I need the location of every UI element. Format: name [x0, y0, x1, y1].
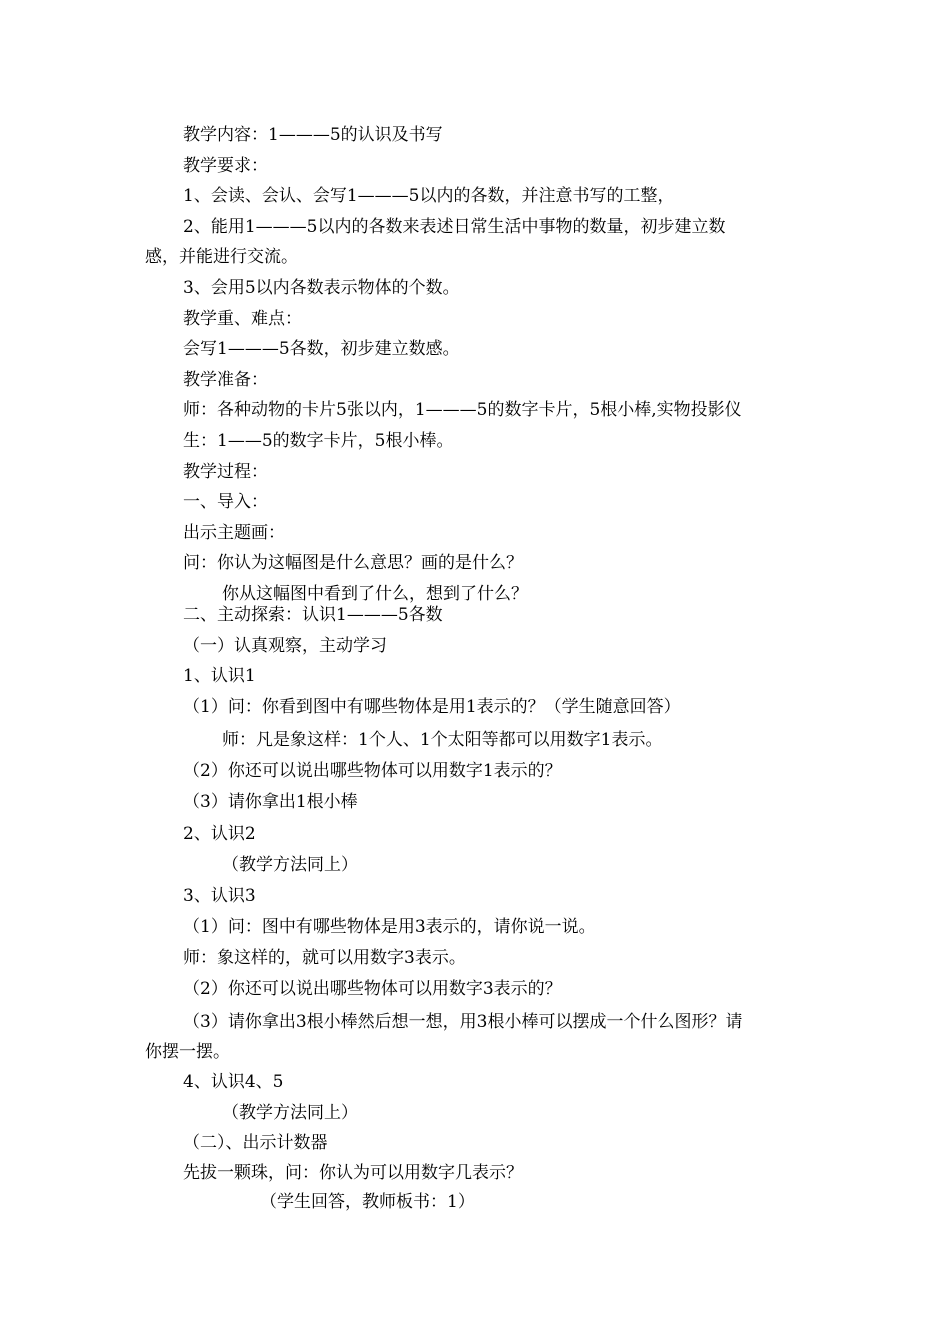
text-line: 问：你认为这幅图是什么意思？画的是什么？ — [183, 553, 523, 573]
text-line: 你从这幅图中看到了什么，想到了什么？ — [222, 584, 528, 604]
text-line: （3）请你拿出1根小棒 — [183, 792, 358, 812]
text-line: （学生回答，教师板书：1） — [260, 1192, 475, 1212]
text-line: 一、导入： — [183, 492, 268, 512]
text-line: （教学方法同上） — [222, 855, 358, 875]
text-line: 教学重、难点： — [183, 309, 302, 329]
text-line: 2、认识2 — [183, 824, 256, 844]
text-line: 教学要求： — [183, 156, 268, 176]
text-line: 你摆一摆。 — [145, 1042, 230, 1062]
text-line: 4、认识4、5 — [183, 1072, 284, 1092]
text-line: （2）你还可以说出哪些物体可以用数字1表示的？ — [183, 761, 562, 781]
text-line: 师：凡是象这样：1个人、1个太阳等都可以用数字1表示。 — [222, 730, 663, 750]
text-line: （二）、出示计数器 — [183, 1133, 328, 1153]
text-line: 感，并能进行交流。 — [145, 247, 298, 267]
text-line: 师：象这样的，就可以用数字3表示。 — [183, 948, 466, 968]
text-line: 会写1———5各数，初步建立数感。 — [183, 339, 460, 359]
text-line: 教学过程： — [183, 462, 268, 482]
text-line: 师：各种动物的卡片5张以内，1———5的数字卡片，5根小棒,实物投影仪 — [183, 400, 742, 420]
text-line: 2、能用1———5以内的各数来表述日常生活中事物的数量，初步建立数 — [183, 217, 726, 237]
text-line: 二、主动探索：认识1———5各数 — [183, 605, 443, 625]
text-line: （2）你还可以说出哪些物体可以用数字3表示的？ — [183, 979, 562, 999]
text-line: 教学内容：1———5的认识及书写 — [183, 125, 443, 145]
text-line: 出示主题画： — [183, 523, 285, 543]
text-line: 生：1——5的数字卡片，5根小棒。 — [183, 431, 454, 451]
text-line: （1）问：你看到图中有哪些物体是用1表示的？（学生随意回答） — [183, 697, 681, 717]
text-line: （1）问：图中有哪些物体是用3表示的，请你说一说。 — [183, 917, 596, 937]
text-line: 1、认识1 — [183, 666, 256, 686]
text-line: 先拔一颗珠，问：你认为可以用数字几表示？ — [183, 1163, 523, 1183]
text-line: （3）请你拿出3根小棒然后想一想，用3根小棒可以摆成一个什么图形？请 — [183, 1012, 743, 1032]
text-line: 3、会用5以内各数表示物体的个数。 — [183, 278, 460, 298]
text-line: 3、认识3 — [183, 886, 256, 906]
text-line: （一）认真观察，主动学习 — [183, 636, 387, 656]
text-line: （教学方法同上） — [222, 1103, 358, 1123]
text-line: 1、会读、会认、会写1———5以内的各数，并注意书写的工整， — [183, 186, 675, 206]
text-line: 教学准备： — [183, 370, 268, 390]
